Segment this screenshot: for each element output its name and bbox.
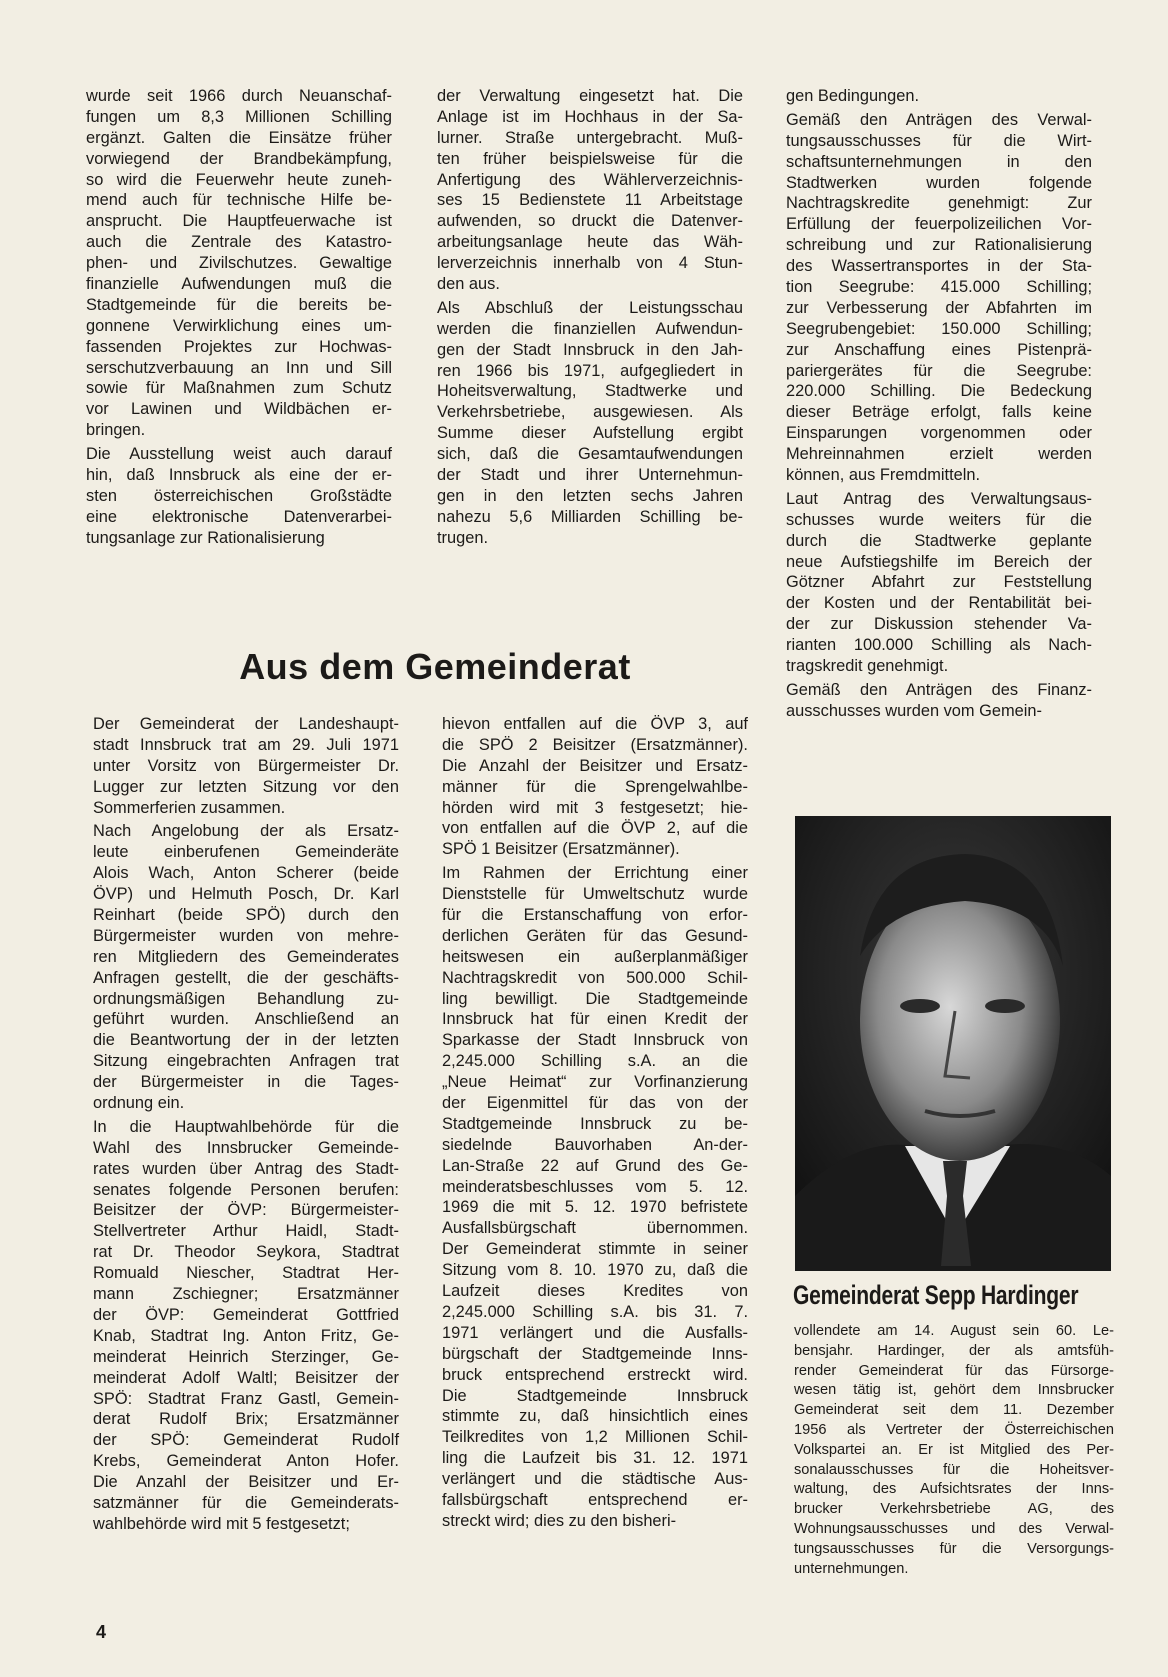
caption-line: 1956 als Vertreter der Österreichischen [794, 1421, 1114, 1438]
text-line: Gemäß den Anträgen des Verwal- [786, 110, 1092, 129]
text-line: zur Verbesserung der Abfahrten im [786, 298, 1092, 317]
text-line: aufwenden, so druckt die Datenver- [437, 212, 743, 231]
text-line: Stadtwerken wurden folgende [786, 173, 1092, 192]
text-line: tragskredit genehmigt. [786, 657, 949, 676]
text-line: Stadtgemeinde für die bereits be- [86, 295, 392, 314]
text-line: für die Erstanschaffung von erfor- [442, 906, 748, 925]
text-line: schusses wurde weiters für die [786, 510, 1092, 529]
text-line: Im Rahmen der Errichtung einer [442, 864, 748, 883]
text-line: SPÖ: Stadtrat Franz Gastl, Gemein- [93, 1389, 399, 1408]
text-line: Einsparungen vorgenommen oder [786, 424, 1092, 443]
text-line: hörden wird mit 3 festgesetzt; hie- [442, 798, 748, 817]
caption-line: Gemeinderat seit dem 11. Dezember [794, 1402, 1114, 1419]
text-line: bringen. [86, 421, 146, 440]
text-line: Anlage ist im Hochhaus in der Sa- [437, 107, 743, 126]
text-line: Nach Angelobung der als Ersatz- [93, 822, 399, 841]
text-line: sowie für Maßnahmen zum Schutz [86, 379, 392, 398]
text-line: Hoheitsverwaltung, Stadtwerke und [437, 382, 743, 401]
text-line: pariergerätes für die Seegrube: [786, 361, 1092, 380]
text-line: Seegrubengebiet: 150.000 Schilling; [786, 319, 1092, 338]
text-line: männer für die Sprengelwahlbe- [442, 777, 748, 796]
text-line: werden die finanziellen Aufwendun- [437, 319, 743, 338]
text-line: derlichen Geräten für das Gesund- [442, 926, 748, 945]
text-line: können, aus Fremdmitteln. [786, 466, 981, 485]
paragraph [786, 680, 1092, 722]
paragraph [93, 1117, 399, 1535]
text-line: der ÖVP: Gemeinderat Gottfried [93, 1305, 399, 1324]
text-line: meinderatsbeschlusses vom 5. 12. [442, 1177, 748, 1196]
text-line: vor Lawinen und Wildbächen er- [86, 400, 392, 419]
text-line: ausschusses wurden vom Gemein- [786, 701, 1042, 720]
text-line: schaftsunternehmungen in den [786, 152, 1092, 171]
text-line: „Neue Heimat“ zur Vorfinanzierung [442, 1073, 748, 1092]
text-line: stadt Innsbruck trat am 29. Juli 1971 [93, 735, 399, 754]
caption-line: brucker Verkehrsbetriebe AG, des [794, 1501, 1114, 1518]
text-line: Laufzeit dieses Kredites von [442, 1282, 748, 1301]
portrait-photo [795, 816, 1111, 1271]
text-line: 220.000 Schilling. Die Bedeckung [786, 382, 1092, 401]
text-line: neue Aufstiegshilfe im Bereich der [786, 552, 1092, 571]
text-line: Die Stadtgemeinde Innsbruck [442, 1386, 748, 1405]
text-line: Sommerferien zusammen. [93, 798, 286, 817]
text-line: der Kosten und der Rentabilität bei- [786, 594, 1092, 613]
text-line: tion Seegrube: 415.000 Schilling; [786, 278, 1092, 297]
text-line: von entfallen auf die ÖVP 2, auf die [442, 819, 748, 838]
text-line: des Wassertransportes in der Sta- [786, 257, 1092, 276]
text-line: schreibung und zur Rationalisierung [786, 236, 1092, 255]
text-line: sten österreichischen Großstädte [86, 486, 392, 505]
text-line: ansprucht. Die Hauptfeuerwache ist [86, 212, 392, 231]
paragraph [442, 714, 748, 860]
text-line: so wird die Feuerwehr heute zuneh- [86, 170, 392, 189]
text-line: siedelnde Bauvorhaben An-der- [442, 1135, 748, 1154]
text-line: bruck entsprechend erstreckt wird. [442, 1365, 748, 1384]
text-line: rianten 100.000 Schilling als Nach- [786, 636, 1092, 655]
text-line: meinderat Adolf Waltl; Beisitzer der [93, 1368, 399, 1387]
text-line: mend auch für technische Hilfe be- [86, 191, 392, 210]
article-top-column-1 [86, 86, 392, 552]
text-line: ÖVP) und Helmuth Posch, Dr. Karl [93, 885, 399, 904]
text-line: Sitzung vom 8. 10. 1970 zu, daß die [442, 1261, 748, 1280]
text-line: Lan-Straße 22 auf Grund des Ge- [442, 1156, 748, 1175]
text-line: Ausfallsbürgschaft übernommen. [442, 1219, 748, 1238]
text-line: leute einberufenen Gemeinderäte [93, 843, 399, 862]
text-line: dieser Beträge erfolgt, falls keine [786, 403, 1092, 422]
caption-line: Wohnungsausschusses und des Verwal- [794, 1520, 1114, 1537]
text-line: In die Hauptwahlbehörde für die [93, 1117, 399, 1136]
text-line: Innsbruck hat für einen Kredit der [442, 1010, 748, 1029]
text-line: ordnungsmäßigen Behandlung zu- [93, 989, 399, 1008]
text-line: 1969 die mit 5. 12. 1970 befristete [442, 1198, 748, 1217]
text-line: Summe dieser Aufstellung ergibt [437, 424, 743, 443]
text-line: Krebs, Gemeinderat Anton Hofer. [93, 1452, 399, 1471]
caption-line: bensjahr. Hardinger, der als amtsfüh- [794, 1342, 1114, 1359]
text-line: senates folgende Personen berufen: [93, 1180, 399, 1199]
text-line: die Beantwortung der in der letzten [93, 1031, 399, 1050]
text-line: ergänzt. Galten die Einsätze früher [86, 128, 392, 147]
text-line: stimmte zu, daß hinsichtlich eines [442, 1407, 748, 1426]
text-line: Alois Wach, Anton Scherer (beide [93, 864, 399, 883]
text-line: SPÖ 1 Beisitzer (Ersatzmänner). [442, 840, 680, 859]
text-line: hin, daß Innsbruck als eine der er- [86, 466, 392, 485]
text-line: ren 1966 bis 1971, aufgegliedert in [437, 361, 743, 380]
text-line: unter Vorsitz von Bürgermeister Dr. [93, 756, 399, 775]
text-line: wurde seit 1966 durch Neuanschaf- [86, 87, 392, 105]
text-line: Knab, Stadtrat Ing. Anton Fritz, Ge- [93, 1326, 399, 1345]
text-line: ordnung ein. [93, 1094, 185, 1113]
text-line: Verkehrsbetriebe, ausgewiesen. Als [437, 403, 743, 422]
paragraph [93, 714, 399, 818]
text-line: geführt wurden. Anschließend an [93, 1010, 399, 1029]
text-line: meinderat Heinrich Sterzinger, Ge- [93, 1347, 399, 1366]
text-line: durch die Stadtwerke geplante [786, 531, 1092, 550]
text-line: derat Rudolf Brix; Ersatzmänner [93, 1410, 399, 1429]
text-line: Die Ausstellung weist auch darauf [86, 445, 392, 464]
text-line: rat Dr. Theodor Seykora, Stadtrat [93, 1243, 399, 1262]
article-top-column-2 [437, 86, 743, 552]
text-line: Laut Antrag des Verwaltungsaus- [786, 489, 1092, 508]
text-line: zur Anschaffung eines Pistenprä- [786, 340, 1092, 359]
text-line: der Verwaltung eingesetzt hat. Die [437, 87, 743, 105]
text-line: ren Mitgliedern des Gemeinderates [93, 947, 399, 966]
text-line: finanzielle Aufwendungen muß die [86, 275, 392, 294]
text-line: Stadtgemeinde Innsbruck zu be- [442, 1114, 748, 1133]
text-line: Götzner Abfahrt zur Feststellung [786, 573, 1092, 592]
paragraph [786, 110, 1092, 486]
caption-line: vollendete am 14. August sein 60. Le- [794, 1323, 1114, 1339]
text-line: Anfertigung des Wählerverzeichnis- [437, 170, 743, 189]
portrait-image [795, 816, 1111, 1271]
text-line: die SPÖ 2 Beisitzer (Ersatzmänner). [442, 735, 748, 754]
text-line: ten früher beispielsweise für die [437, 149, 743, 168]
text-line: Der Gemeinderat stimmte in seiner [442, 1240, 748, 1259]
text-line: gonnene Verwirklichung eines um- [86, 316, 392, 335]
text-line: Lugger zur letzten Sitzung vor den [93, 777, 399, 796]
gemeinderat-column-1 [93, 714, 399, 1538]
text-line: fassenden Projektes zur Hochwas- [86, 337, 392, 356]
text-line: trugen. [437, 528, 489, 547]
text-line: Stellvertreter Arthur Haidl, Stadt- [93, 1222, 399, 1241]
text-line: verlängert und die städtische Aus- [442, 1470, 748, 1489]
section-headline: Aus dem Gemeinderat [239, 646, 631, 687]
text-line: rates wurden über Antrag des Stadt- [93, 1159, 399, 1178]
caption-line: render Gemeinderat für das Fürsorge- [794, 1362, 1114, 1379]
text-line: ling die Laufzeit bis 31. 12. 1971 [442, 1449, 748, 1468]
paragraph [86, 444, 392, 548]
text-line: tungsausschusses für die Wirt- [786, 131, 1092, 150]
text-line: Mehreinnahmen erzielt werden [786, 445, 1092, 464]
text-line: streckt wird; dies zu den bisheri- [442, 1511, 677, 1530]
paragraph [786, 489, 1092, 677]
text-line: ses 15 Bedienstete 11 Arbeitstage [437, 191, 743, 210]
paragraph [437, 298, 743, 549]
text-line: 2,245.000 Schilling s.A. bis 31. 7. [442, 1302, 748, 1321]
text-line: gen der Stadt Innsbruck in den Jah- [437, 340, 743, 359]
text-line: auch die Zentrale des Katastro- [86, 233, 392, 252]
paragraph [437, 86, 743, 295]
text-line: Bürgermeister wurden von mehre- [93, 926, 399, 945]
caption-line: wesen tätig ist, gehört dem Innsbrucker [794, 1382, 1114, 1399]
text-line: Romuald Niescher, Stadtrat Her- [93, 1264, 399, 1283]
caption-line: Volkspartei an. Er ist Mitglied des Per- [794, 1441, 1114, 1458]
text-line: tungsanlage zur Rationalisierung [86, 528, 325, 547]
text-line: wahlbehörde wird mit 5 festgesetzt; [93, 1514, 350, 1533]
gemeinderat-column-2 [442, 714, 748, 1535]
text-line: gen in den letzten sechs Jahren [437, 486, 743, 505]
text-line: 1971 verlängert und die Ausfalls- [442, 1323, 748, 1342]
text-line: satzmänner für die Gemeinderats- [93, 1493, 399, 1512]
text-line: Wahl des Innsbrucker Gemeinde- [93, 1138, 399, 1157]
portrait-caption-title: Gemeinderat Sepp Hardinger [793, 1280, 1079, 1310]
text-line: Erfüllung der feuerpolizeilichen Vor- [786, 215, 1092, 234]
text-line: sich, daß die Gesamtaufwendungen [437, 445, 743, 464]
paragraph [86, 86, 392, 441]
text-line: der zur Diskussion stehender Va- [786, 615, 1092, 634]
text-line: vorwiegend der Brandbekämpfung, [86, 149, 392, 168]
text-line: Dienststelle für Umweltschutz wurde [442, 885, 748, 904]
text-line: der Stadt und ihrer Unternehmun- [437, 466, 743, 485]
text-line: bürgschaft der Stadtgemeinde Inns- [442, 1344, 748, 1363]
text-line: Die Anzahl der Beisitzer und Ersatz- [442, 756, 748, 775]
text-line: 2,245.000 Schilling s.A. an die [442, 1052, 748, 1071]
text-line: nahezu 5,6 Milliarden Schilling be- [437, 507, 743, 526]
text-line: fallsbürgschaft entsprechend er- [442, 1490, 748, 1509]
portrait-caption-text [794, 1322, 1114, 1579]
text-line: Teilkredites von 1,2 Millionen Schil- [442, 1428, 748, 1447]
text-line: Reinhart (beide SPÖ) durch den [93, 906, 399, 925]
text-line: arbeitungsanlage heute das Wäh- [437, 233, 743, 252]
text-line: heitswesen ein außerplanmäßiger [442, 947, 748, 966]
paragraph [442, 863, 748, 1532]
text-line: Nachtragskredit von 500.000 Schil- [442, 968, 748, 987]
paragraph [786, 86, 1092, 107]
text-line: der Eigenmittel für das von der [442, 1094, 748, 1113]
caption-line: waltung, des Aufsichtsrates der Inns- [794, 1481, 1114, 1498]
article-top-column-3 [786, 86, 1092, 725]
text-line: der SPÖ: Gemeinderat Rudolf [93, 1431, 399, 1450]
text-line: Nachtragskredite genehmigt: Zur [786, 194, 1092, 213]
caption-line: tungsausschusses für die Versorgungs- [794, 1540, 1114, 1557]
paragraph [93, 821, 399, 1113]
text-line: lerverzeichnis innerhalb von 4 Stun- [437, 254, 743, 273]
text-line: Sitzung eingebrachten Anfragen trat [93, 1052, 399, 1071]
text-line: Beisitzer der ÖVP: Bürgermeister- [93, 1201, 399, 1220]
text-line: gen Bedingungen. [786, 87, 920, 105]
text-line: Anfragen gestellt, die der geschäfts- [93, 968, 399, 987]
text-line: serschutzverbauung an Inn und Sill [86, 358, 392, 377]
caption-line: unternehmungen. [794, 1560, 909, 1577]
text-line: der Bürgermeister in die Tages- [93, 1073, 399, 1092]
text-line: den aus. [437, 275, 500, 294]
text-line: fungen um 8,3 Millionen Schilling [86, 107, 392, 126]
page-number: 4 [96, 1622, 107, 1642]
text-line: eine elektronische Datenverarbei- [86, 507, 392, 526]
text-line: ling bewilligt. Die Stadtgemeinde [442, 989, 748, 1008]
text-line: Gemäß den Anträgen des Finanz- [786, 680, 1092, 699]
text-line: lurner. Straße untergebracht. Muß- [437, 128, 743, 147]
text-line: Als Abschluß der Leistungsschau [437, 298, 743, 317]
text-line: Sparkasse der Stadt Innsbruck von [442, 1031, 748, 1050]
text-line: Die Anzahl der Beisitzer und Er- [93, 1473, 399, 1492]
text-line: Der Gemeinderat der Landeshaupt- [93, 715, 399, 733]
caption-line: sonalausschusses für die Hoheitsver- [794, 1461, 1114, 1478]
text-line: phen- und Zivilschutzes. Gewaltige [86, 254, 392, 273]
text-line: mann Zschiegner; Ersatzmänner [93, 1285, 399, 1304]
text-line: hievon entfallen auf die ÖVP 3, auf [442, 715, 748, 733]
